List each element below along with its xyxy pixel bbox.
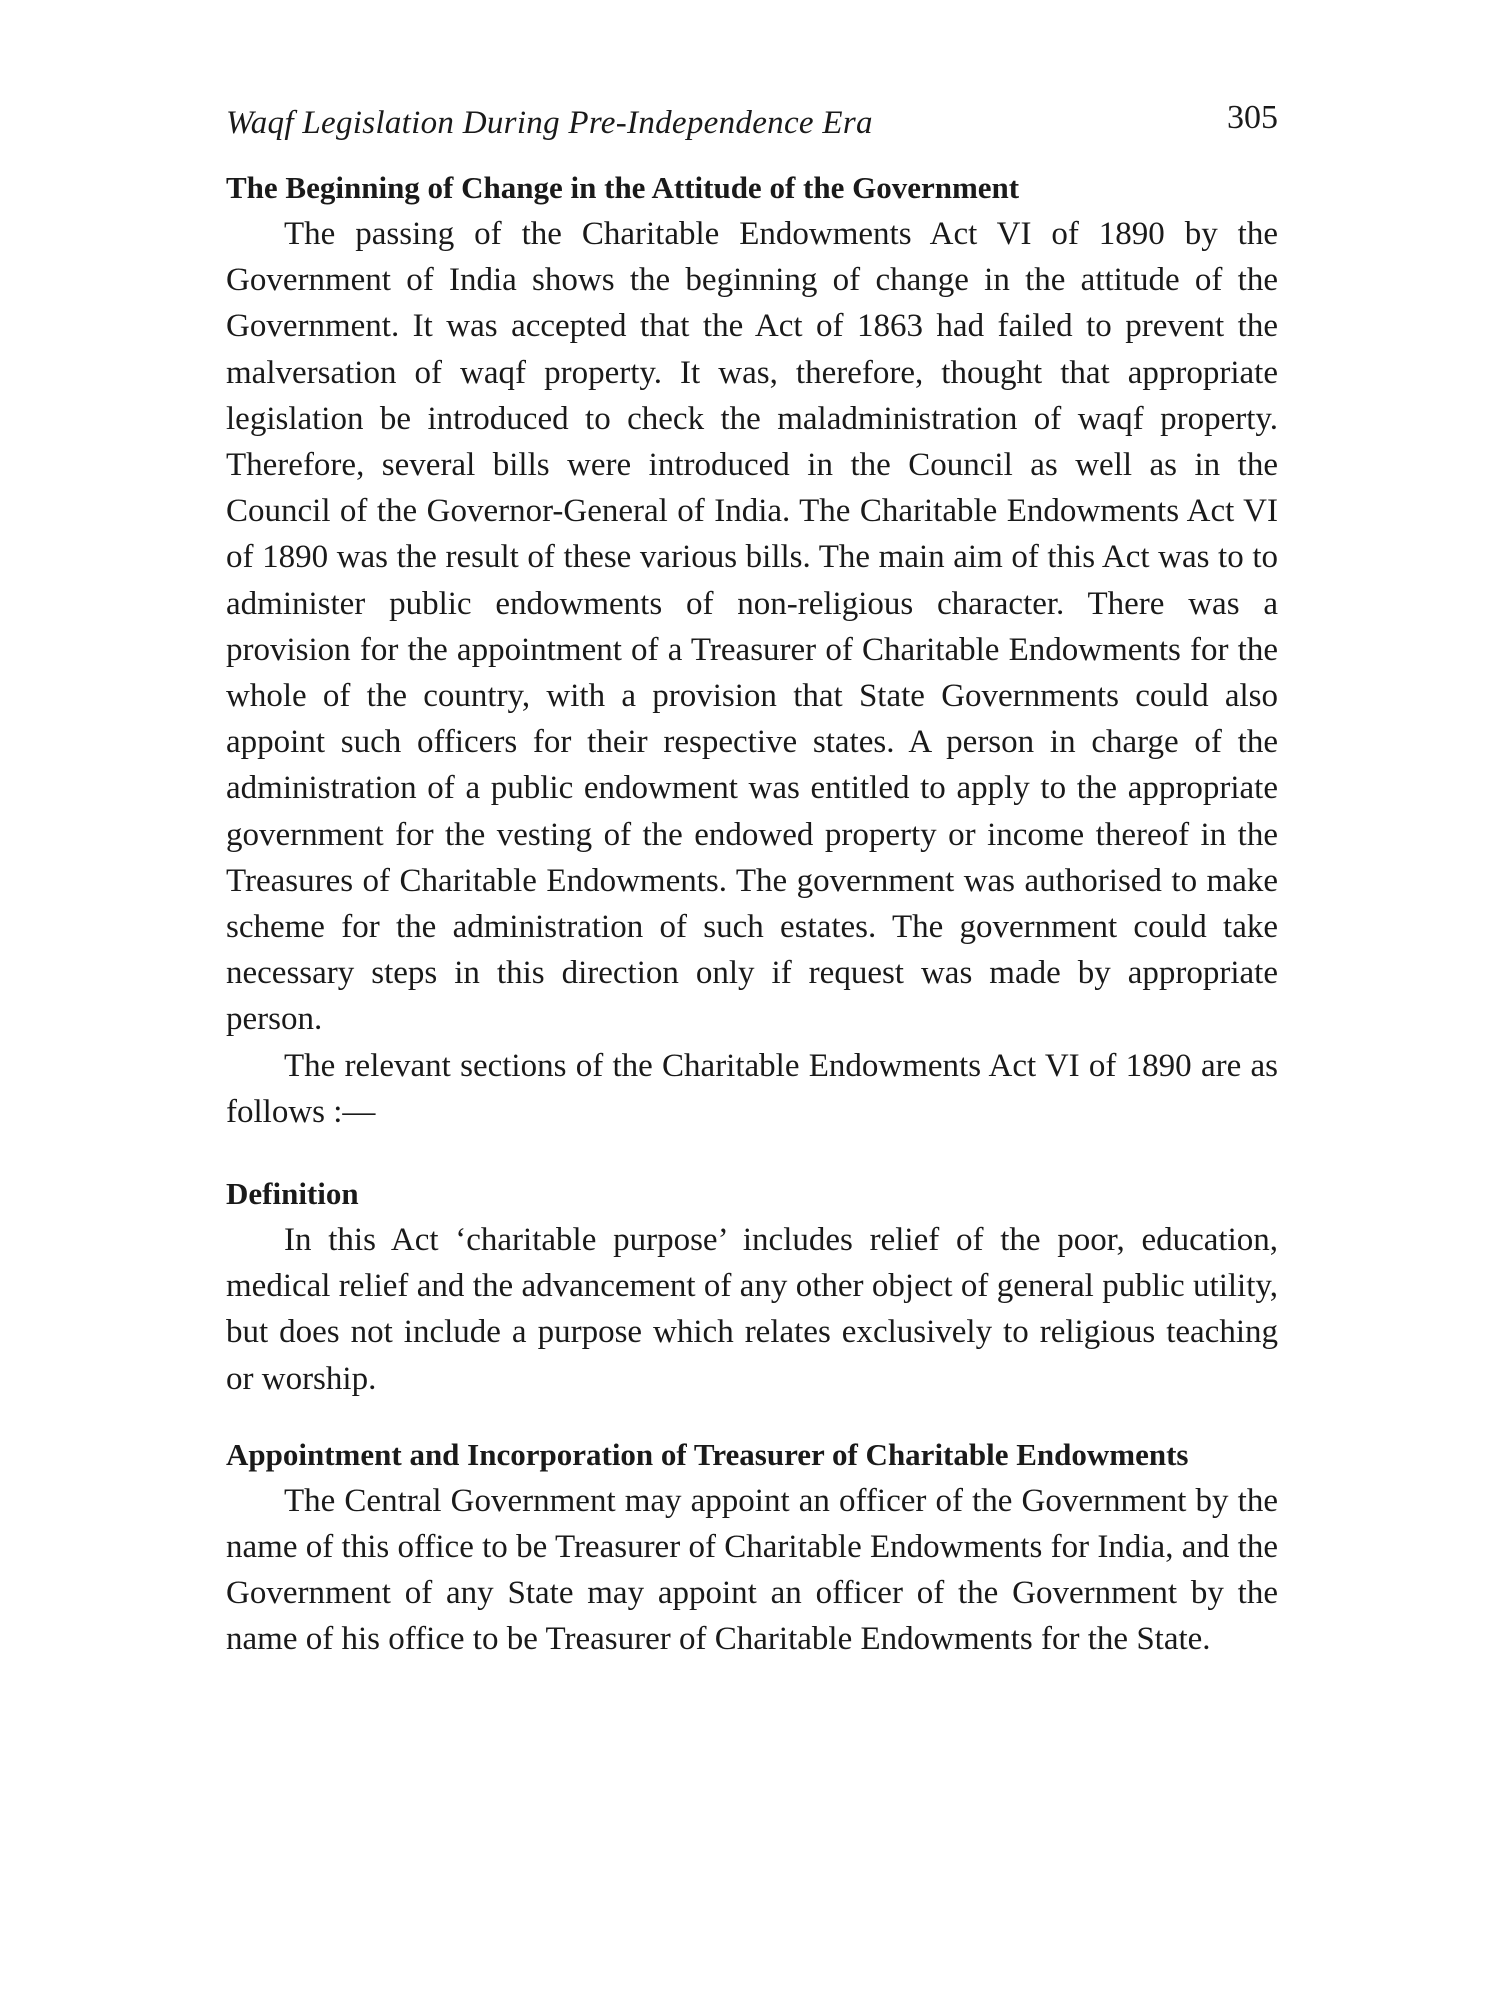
book-page <box>226 99 1278 1663</box>
section-heading-definition: Definition <box>226 1176 359 1212</box>
page-number: 305 <box>1227 99 1278 136</box>
paragraph-definition: In this Act ‘charitable purpose’ includes relief of the poor, education, medical relief and the advancement of any other object of general public utility, but does not include a purpose which relates exclusively to religious teaching or worship. <box>226 1222 1278 1397</box>
section-spacer <box>226 1135 1278 1171</box>
section-heading-change-in-attitude: The Beginning of Change in the Attitude of the Government <box>226 170 1020 205</box>
paragraph-relevant-sections: The relevant sections of the Charitable Endowments Act VI of 1890 are as follows :— <box>226 1047 1278 1130</box>
paragraph-appointment-treasurer: The Central Government may appoint an officer of the Government by the name of this office to be Treasurer of Charitable Endowments for India, and the Government of any State may appoint an officer of the Government by the name of his office to be Treasurer of Charitable Endowments for the State. <box>226 1482 1278 1658</box>
paragraph-charitable-endowments-act: The passing of the Charitable Endowments Act VI of 1890 by the Government of India shows the beginning of change in the attitude of the Government. It was accepted that the Act of 1863 had failed to prevent the malversation of waqf property. It was, therefore, thought that appropriate legislation be introduced to check the maladministration of waqf property. Therefore, several bills were introduced in the Council as well as in the Council of the Governor-General of India. The Charitable Endowments Act VI of 1890 was the result of these various bills. The main aim of this Act was to to administer public endowments of non-religious character. There was a provision for the appointment of a Treasurer of Charitable Endowments for the whole of the country, with a provision that State Governments could also appoint such officers for their respective states. A person in charge of the administration of a public endowment was entitled to apply to the appropriate government for the vesting of the endowed property or income thereof in the Treasures of Charitable Endowments. The government was authorised to make scheme for the administration of such estates. The government could take necessary steps in this direction only if request was made by appropriate person. <box>226 216 1278 1038</box>
running-title: Waqf Legislation During Pre-Independence Era <box>226 105 873 141</box>
section-heading-appointment-treasurer: Appointment and Incorporation of Treasurer of Charitable Endowments <box>226 1436 1189 1472</box>
running-header <box>226 99 1278 165</box>
section-spacer <box>226 1402 1278 1432</box>
